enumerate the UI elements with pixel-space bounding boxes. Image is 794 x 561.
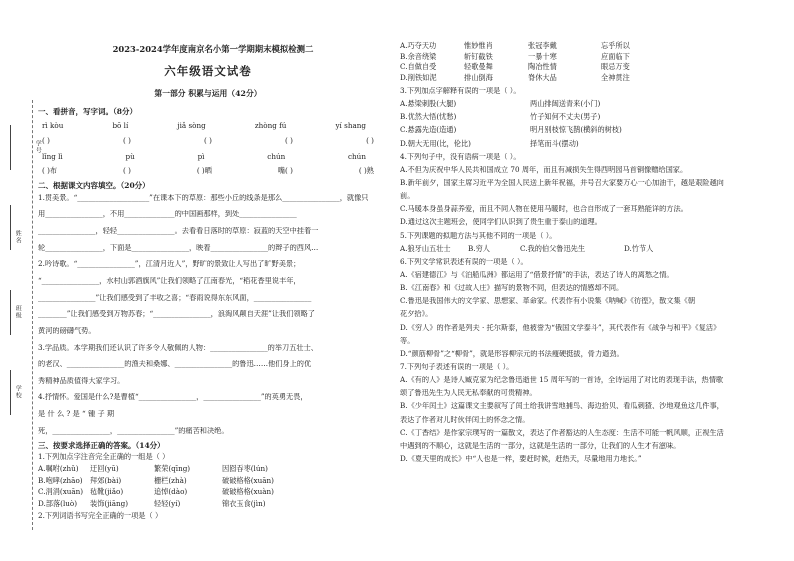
pinyin: lǐng lì — [42, 151, 63, 161]
text-line: 的老汉、________________的渔夫和桑娜、________________的鲁迅……他们身上的优 — [38, 360, 312, 369]
answer-blank[interactable]: ( ) — [42, 135, 50, 145]
q5-options — [400, 245, 772, 254]
option: 追悼(dào) — [154, 487, 188, 497]
option: D.《夏天里的成长》中“人也是一样，要赶时候，赶热天，尽量地用力地长。” — [400, 455, 642, 463]
question-2-1 — [38, 194, 378, 253]
option: 眼忌万变 — [601, 62, 630, 72]
option: A.嘱咐(zhǔ) — [38, 464, 79, 474]
option: D.部落(luò) — [38, 498, 78, 508]
grade-title: 六年级语文试卷 — [164, 64, 252, 79]
section-2-heading: 二、根据课文内容填空。（20分） — [38, 180, 150, 190]
option: 竹子知何不丈夫(男子) — [530, 112, 601, 122]
answer-blanks-row-2 — [38, 167, 378, 176]
option: A.巧夺天功 — [400, 41, 437, 50]
option: 全神贯注 — [601, 72, 630, 82]
option: C.我的伯父鲁迅先生 — [520, 243, 586, 253]
option: 择笔而斗(摆动) — [530, 138, 579, 148]
option: 轻歌曼舞 — [464, 62, 493, 72]
right-column — [400, 40, 772, 464]
pinyin: yí shang — [335, 121, 366, 131]
text-line: 是 什 么 ? 是 “ 锺 子 期 — [38, 410, 115, 419]
option: 等。 — [400, 336, 415, 345]
option: D.《穷人》的作者是列夫 · 托尔斯泰，他被誉为“俄国文学泰斗”，其代表作有《战争与和平》《复活》 — [400, 323, 721, 332]
option: 花夕拾》。 — [400, 310, 433, 319]
option: 张冠李戴 — [528, 41, 557, 50]
option: D.“颜筋柳骨”之“柳骨”，就是形容柳宗元的书法瘦硬挺拔，骨力遒劲。 — [400, 349, 624, 358]
question-2-2 — [38, 260, 378, 335]
options-row — [400, 74, 772, 83]
option: 中遇到的不顺心，这就是生活的一部分，这就是生活的一部分，让我们的人生才有滋味。 — [400, 441, 681, 450]
option: 锦衣玉食(jìn) — [222, 498, 266, 508]
binding-label-student-id: 学号 — [34, 140, 42, 154]
answer-blank[interactable]: ( ) — [366, 135, 374, 145]
text-line: 秀精神品质值得大家学习。 — [38, 376, 125, 385]
question-3-4: 4.下列句子中，没有语病一项是（ ）。 — [400, 152, 521, 161]
text-line: 1.贯美景。“____________________”在课本下的草原：那些小丘的线条是那么________________，就像只 — [38, 193, 369, 202]
answer-blank[interactable]: ( ) — [204, 135, 212, 145]
option: 破破格格(xuàn) — [222, 487, 274, 497]
options-row — [400, 42, 772, 51]
options-row — [400, 53, 772, 62]
option: A.不但为庆祝中华人民共和国成立 70 周年，而且有减损失生得西明园马首铜像赠给国家。 — [400, 165, 688, 174]
answer-blank[interactable]: ( )布 — [42, 166, 58, 176]
pinyin: chún — [348, 151, 366, 161]
option: 毡靴(jiǎo) — [90, 487, 124, 497]
pinyin-row-1 — [38, 122, 378, 131]
option: B.《江南春》和《过故人庄》描写的景物不同，但表达的情感却不同。 — [400, 284, 624, 293]
section-1-heading: 一、看拼音，写字词。（8分） — [38, 107, 137, 117]
option: A.《有的人》是诗人臧克家为纪念鲁迅逝世 15 周年写的一首诗，全诗运用了对比的表现手法，热情歌 — [400, 376, 724, 385]
exam-title-line: 2023-2024学年度南京名小第一学期期末模拟检测二 — [112, 44, 314, 54]
q3-options — [400, 100, 772, 148]
option: 破破格格(xuān) — [222, 475, 274, 485]
pinyin: chún — [267, 151, 286, 161]
options-row — [38, 500, 378, 509]
pinyin: jiǎ sòng — [177, 121, 206, 131]
options-row — [38, 465, 378, 474]
question-3-7: 7.下列句子表述有误的一项是（ ）。 — [400, 363, 514, 372]
option: B.穷人 — [468, 243, 490, 253]
option: C.鲁迅是我国伟大的文学家、思想家、革命家。代表作有小说集《呐喊》《彷徨》，散文集《朝 — [400, 297, 696, 306]
text-line: 2.吟诗歌。“________________”，江清月近人”，野旷的景致让人写出了旷野美景； — [38, 260, 301, 269]
option: B.优然大悟(忧愁) — [400, 112, 457, 122]
option: 前。 — [400, 192, 415, 201]
text-line: 轮________________，下面是________________，映着________________的辫子的西风… — [38, 243, 319, 252]
option: C.涓涓(xuān) — [38, 487, 84, 497]
options-row — [38, 477, 378, 486]
option: B.咆哮(zhāo) — [38, 475, 83, 485]
fold-line — [32, 100, 33, 530]
pinyin: zhòng fú — [254, 121, 287, 131]
options-row — [38, 488, 378, 497]
option: A.狼牙山五壮士 — [400, 243, 451, 253]
option: A.《宿建德江》与《泊船瓜洲》都运用了“借景抒情”的手法，表达了诗人的离愁之情。 — [400, 271, 674, 280]
question-3-1: 1.下列加点字注音完全正确的一组是（ ） — [38, 452, 170, 462]
option: C.悬露先造(造通) — [400, 125, 457, 135]
text-line: 用________________，不用______________的中国画那样，到处________________ — [38, 210, 297, 219]
option: 表达了作者对儿时伙伴闰土的怀念之情。 — [400, 415, 530, 424]
left-column — [38, 44, 378, 520]
option: 颂了鲁迅先生为人民无私奉献的可贵精神。 — [400, 389, 537, 398]
binding-label-name: 姓名 — [14, 230, 22, 244]
pinyin: pì — [197, 151, 205, 161]
option: D.削铁如泥 — [400, 72, 437, 82]
binding-blank-line — [10, 205, 11, 250]
answer-blank[interactable]: ( ) — [123, 166, 131, 176]
question-3-5: 5.下列课题的拟题方法与其他不同的一项是（ ）。 — [400, 231, 557, 240]
pinyin-row-2 — [38, 153, 378, 162]
option: 因囵吞枣(lún) — [222, 464, 268, 474]
part-title: 第一部分 积累与运用（42分） — [154, 88, 262, 98]
answer-blank[interactable]: ( ) — [123, 135, 131, 145]
question-3-2: 2.下列词语书写完全正确的一项是（ ） — [38, 510, 163, 520]
option: 栅栏(zhà) — [154, 475, 187, 485]
option: 应面临下 — [601, 51, 630, 61]
option: C.《丁香结》是作家宗璞写的一篇散文，表达了作者豁达的人生态度：生活不可能一帆风顺，正视生活 — [400, 428, 724, 437]
option: 装饰(jiāng) — [90, 498, 129, 508]
text-line: “________________，水村山郭酒旗风”让我们领略了江南春光，“稻花香里说丰年， — [38, 276, 301, 285]
text-line: ________________，轻轻________________。去看看日落时的草原：寂蓝的天空中挂着一 — [38, 227, 319, 236]
option: 一暴十寒 — [528, 51, 557, 61]
binding-blank-line — [10, 125, 11, 170]
option: B.新年前夕，国家主席习近平为全国人民送上新年祝福，并号召大家要万心一心加油干，越是艰险越向 — [400, 179, 724, 188]
binding-margin — [0, 0, 40, 561]
option: 脊休大品 — [528, 72, 557, 82]
pinyin: pù — [125, 151, 135, 161]
option: 排山倒海 — [464, 72, 493, 82]
option: D.朝大无用(比，伦比) — [400, 138, 471, 148]
option: 轻轻(yí) — [154, 498, 181, 508]
text-line: 死，________________，________________”的痛苦和决绝。 — [38, 426, 229, 435]
option: A.悬梁刺股(大腿) — [400, 99, 457, 109]
answer-blanks-row-1 — [38, 137, 378, 146]
answer-blank[interactable]: ( )晒 — [196, 166, 212, 176]
question-3-3: 3.下列加点字解释有误的一项是（ ）。 — [400, 87, 521, 96]
binding-blank-line — [10, 290, 11, 335]
question-2-3 — [38, 344, 378, 386]
option: 拜郊(bài) — [90, 475, 122, 485]
pinyin: bō lí — [112, 121, 129, 131]
option: 明月别枝惊飞鹊(横斜的树枝) — [530, 125, 622, 135]
section-3-heading: 三、按要求选择正确的答案。（14分） — [38, 441, 165, 451]
answer-blank[interactable]: ( )熟 — [358, 166, 374, 176]
option: B.余音绕梁 — [400, 51, 437, 61]
question-3-6: 6.下列文学常识表述有误的一项是（ ）。 — [400, 257, 528, 266]
options-row — [400, 63, 772, 72]
text-line: ________________”让我们感受到了丰收之喜；“春雨说得东东风面，________________ — [38, 293, 312, 302]
option: D.通过这次主题班会，使同学们认识到了贵生重于泰山的道理。 — [400, 218, 602, 227]
option: 忘乎所以 — [601, 41, 630, 50]
text-line: 4.抒情怀。爱国是什么?是曹植“________________，________________”的英勇无畏， — [38, 393, 308, 402]
option: 惟妙惟肖 — [464, 41, 493, 50]
pinyin: rì kòu — [42, 121, 64, 131]
binding-blank-line — [10, 370, 11, 415]
option: 两山排闼送青来(小门) — [530, 99, 601, 109]
text-line: ________”让我们感受到万物苏春；“________________，浪淘风颠自天涯”让我们领略了 — [38, 310, 315, 319]
option: D.竹节人 — [624, 243, 654, 253]
option: 斩钉截铁 — [464, 51, 493, 61]
answer-blank[interactable]: 嘴( ) — [277, 166, 293, 176]
question-2-4 — [38, 393, 378, 435]
binding-label-class: 班级 — [14, 305, 22, 319]
answer-blank[interactable]: ( ) — [285, 135, 293, 145]
binding-label-school: 学校 — [14, 385, 22, 399]
option: 陶冶性情 — [528, 62, 557, 72]
text-line: 黄河的磅礴气势。 — [38, 326, 96, 335]
text-line: 3.学品质。本学期我们还认识了许多令人敬佩的人物：________________的举刀五壮士、 — [38, 343, 318, 352]
option: 繁荣(qīng) — [154, 464, 191, 474]
option: C.马暖本身虽身蒜养爱，而且不同人物在使用马暖时，也合自形成了一套耳熟能详的方法。 — [400, 205, 688, 214]
option: 迂回(yū) — [90, 464, 119, 474]
option: B.《少年闰土》这篇课文主要叙写了闰土给我讲雪地捕鸟、海边拾贝、看瓜刺猹、沙地观鱼这几件事， — [400, 402, 724, 411]
option: C.自做自受 — [400, 62, 437, 72]
